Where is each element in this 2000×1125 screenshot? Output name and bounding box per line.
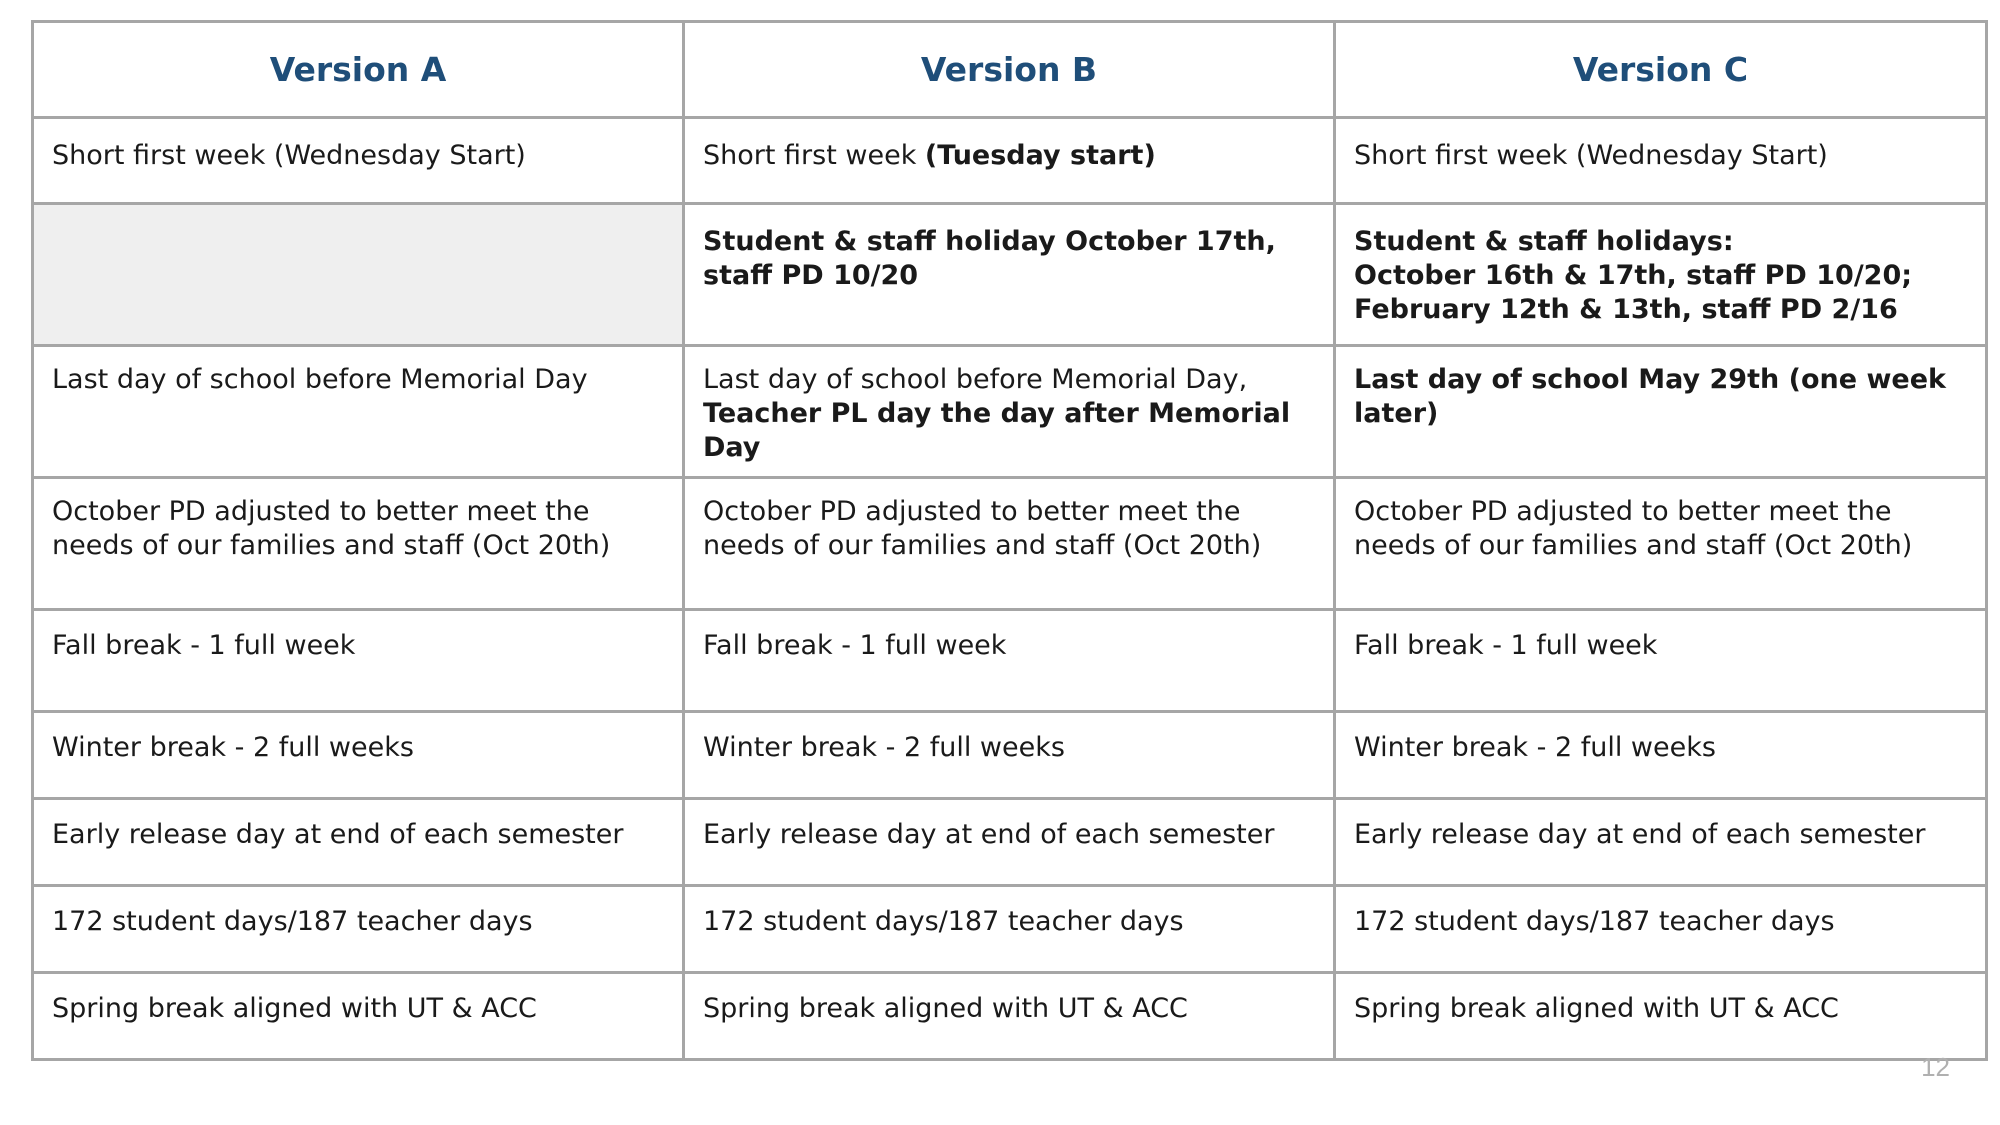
cell-c [1335, 204, 1987, 346]
cell-b [684, 346, 1335, 478]
cell-a: Short first week (Wednesday Start) [33, 118, 684, 204]
cell-a: 172 student days/187 teacher days [33, 886, 684, 973]
cell-b-bold-text: (Tuesday start) [924, 140, 1156, 171]
cell-c-line-3: February 12th & 13th, staff PD 2/16 [1354, 294, 1898, 325]
calendar-version-comparison-table [31, 20, 1988, 1061]
cell-c: Winter break - 2 full weeks [1335, 712, 1987, 799]
table-row [33, 118, 1987, 204]
cell-b-text: Short first week [703, 140, 925, 171]
table-row [33, 973, 1987, 1060]
cell-b-bold-text: Teacher PL day the day after Memorial Day [703, 398, 1291, 463]
table-row [33, 712, 1987, 799]
cell-a: Last day of school before Memorial Day [33, 346, 684, 478]
table-row [33, 346, 1987, 478]
cell-b: Spring break aligned with UT & ACC [684, 973, 1335, 1060]
header-version-a: Version A [33, 22, 684, 118]
header-version-c: Version C [1335, 22, 1987, 118]
cell-b: Winter break - 2 full weeks [684, 712, 1335, 799]
cell-b: Fall break - 1 full week [684, 610, 1335, 712]
cell-a: Early release day at end of each semester [33, 799, 684, 886]
cell-c: Spring break aligned with UT & ACC [1335, 973, 1987, 1060]
cell-b: 172 student days/187 teacher days [684, 886, 1335, 973]
page-number: 12 [1921, 1052, 1950, 1082]
table-row [33, 204, 1987, 346]
cell-c: Early release day at end of each semester [1335, 799, 1987, 886]
comparison-table-container [31, 20, 1985, 1061]
cell-c: Last day of school May 29th (one week later) [1335, 346, 1987, 478]
table-row [33, 799, 1987, 886]
cell-b: Early release day at end of each semester [684, 799, 1335, 886]
cell-b-text: Last day of school before Memorial Day, [703, 364, 1248, 395]
cell-c: October PD adjusted to better meet the needs of our families and staff (Oct 20th) [1335, 478, 1987, 610]
cell-a: Spring break aligned with UT & ACC [33, 973, 684, 1060]
header-row [33, 22, 1987, 118]
cell-b [684, 118, 1335, 204]
table-row [33, 610, 1987, 712]
cell-c: Short first week (Wednesday Start) [1335, 118, 1987, 204]
cell-c: Fall break - 1 full week [1335, 610, 1987, 712]
table-row [33, 886, 1987, 973]
cell-c-line-2: October 16th & 17th, staff PD 10/20; [1354, 260, 1913, 291]
cell-a: Fall break - 1 full week [33, 610, 684, 712]
cell-c: 172 student days/187 teacher days [1335, 886, 1987, 973]
cell-c-line-1: Student & staff holidays: [1354, 226, 1734, 257]
cell-b: Student & staff holiday October 17th, staff PD 10/20 [684, 204, 1335, 346]
header-version-b: Version B [684, 22, 1335, 118]
table-row [33, 478, 1987, 610]
cell-a: October PD adjusted to better meet the needs of our families and staff (Oct 20th) [33, 478, 684, 610]
cell-b: October PD adjusted to better meet the needs of our families and staff (Oct 20th) [684, 478, 1335, 610]
cell-a: Winter break - 2 full weeks [33, 712, 684, 799]
cell-a-empty [33, 204, 684, 346]
